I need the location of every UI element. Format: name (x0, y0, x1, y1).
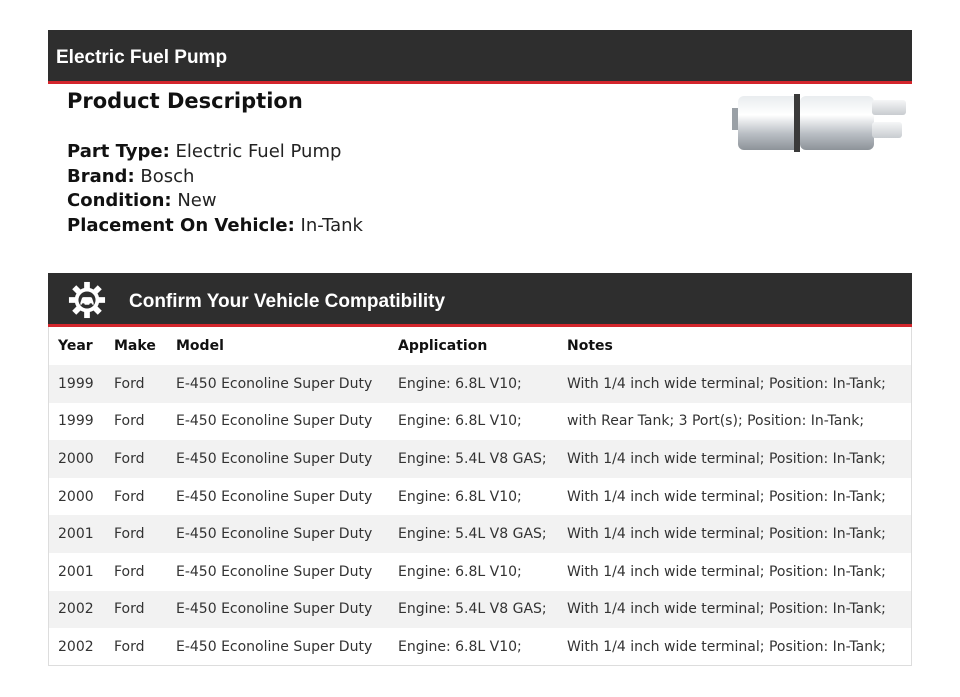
table-row (49, 591, 911, 629)
cell-model: E-450 Econoline Super Duty (176, 638, 373, 655)
product-header-title: Electric Fuel Pump (56, 47, 228, 68)
cell-notes: With 1/4 inch wide terminal; Position: In-Tank; (567, 638, 886, 655)
cell-notes: With 1/4 inch wide terminal; Position: In-Tank; (567, 563, 886, 580)
table-row (49, 478, 911, 516)
cell-make: Ford (114, 365, 176, 403)
cell-notes: With 1/4 inch wide terminal; Position: In-Tank; (567, 515, 911, 553)
cell-notes: With 1/4 inch wide terminal; Position: In-Tank; (567, 365, 911, 403)
product-attributes (67, 140, 363, 238)
cell-model: E-450 Econoline Super Duty (176, 440, 398, 478)
cell-notes: with Rear Tank; 3 Port(s); Position: In-Tank; (567, 413, 865, 430)
attribute-value: In-Tank (300, 214, 363, 236)
attribute-label: Condition: (67, 190, 172, 211)
cell-application: Engine: 5.4L V8 GAS; (398, 440, 567, 478)
compatibility-title: Confirm Your Vehicle Compatibility (129, 291, 446, 312)
table-header-row (49, 327, 911, 365)
column-year: Year (58, 338, 93, 354)
cell-year: 2001 (49, 515, 114, 553)
attribute-part-type (67, 140, 363, 165)
cell-make: Ford (114, 638, 145, 655)
cell-notes: With 1/4 inch wide terminal; Position: In-Tank; (567, 591, 911, 629)
attribute-condition (67, 189, 363, 214)
description-title: Product Description (67, 89, 303, 113)
cell-application: Engine: 6.8L V10; (398, 365, 567, 403)
cell-make: Ford (114, 563, 145, 580)
column-application: Application (398, 338, 488, 354)
product-header-bar (48, 30, 912, 84)
attribute-brand (67, 165, 363, 190)
cell-make: Ford (114, 488, 145, 505)
attribute-value: Bosch (140, 165, 195, 187)
cell-model: E-450 Econoline Super Duty (176, 413, 373, 430)
cell-model: E-450 Econoline Super Duty (176, 591, 398, 629)
cell-application: Engine: 6.8L V10; (398, 413, 522, 430)
cell-model: E-450 Econoline Super Duty (176, 563, 373, 580)
cell-notes: With 1/4 inch wide terminal; Position: In-Tank; (567, 488, 886, 505)
attribute-label: Brand: (67, 165, 135, 187)
cell-application: Engine: 6.8L V10; (398, 638, 522, 655)
attribute-value: Electric Fuel Pump (175, 141, 342, 162)
attribute-label: Part Type: (67, 141, 170, 162)
cell-make: Ford (114, 515, 176, 553)
cell-year: 2000 (58, 488, 94, 505)
attribute-label: Placement On Vehicle: (67, 214, 295, 236)
cell-year: 1999 (58, 413, 94, 430)
cell-year: 1999 (49, 365, 114, 403)
table-row (49, 403, 911, 441)
column-make: Make (114, 338, 156, 354)
cell-application: Engine: 6.8L V10; (398, 488, 522, 505)
compatibility-table (48, 327, 912, 666)
column-notes: Notes (567, 338, 613, 354)
cell-year: 2002 (58, 638, 94, 655)
cell-model: E-450 Econoline Super Duty (176, 365, 398, 403)
attribute-value: New (177, 190, 217, 211)
cell-application: Engine: 5.4L V8 GAS; (398, 591, 567, 629)
attribute-placement (67, 214, 363, 239)
cell-notes: With 1/4 inch wide terminal; Position: In-Tank; (567, 440, 911, 478)
cell-model: E-450 Econoline Super Duty (176, 515, 398, 553)
table-row (49, 628, 911, 666)
gear-car-icon (68, 281, 106, 319)
cell-year: 2002 (49, 591, 114, 629)
cell-make: Ford (114, 413, 145, 430)
table-row (49, 553, 911, 591)
compatibility-header-bar (48, 273, 912, 327)
cell-make: Ford (114, 440, 176, 478)
cell-application: Engine: 6.8L V10; (398, 563, 522, 580)
product-image (728, 88, 908, 154)
table-row (49, 440, 911, 478)
cell-year: 2000 (49, 440, 114, 478)
cell-year: 2001 (58, 563, 94, 580)
cell-make: Ford (114, 591, 176, 629)
cell-model: E-450 Econoline Super Duty (176, 488, 373, 505)
table-row (49, 515, 911, 553)
column-model: Model (176, 338, 224, 354)
cell-application: Engine: 5.4L V8 GAS; (398, 515, 567, 553)
table-row (49, 365, 911, 403)
